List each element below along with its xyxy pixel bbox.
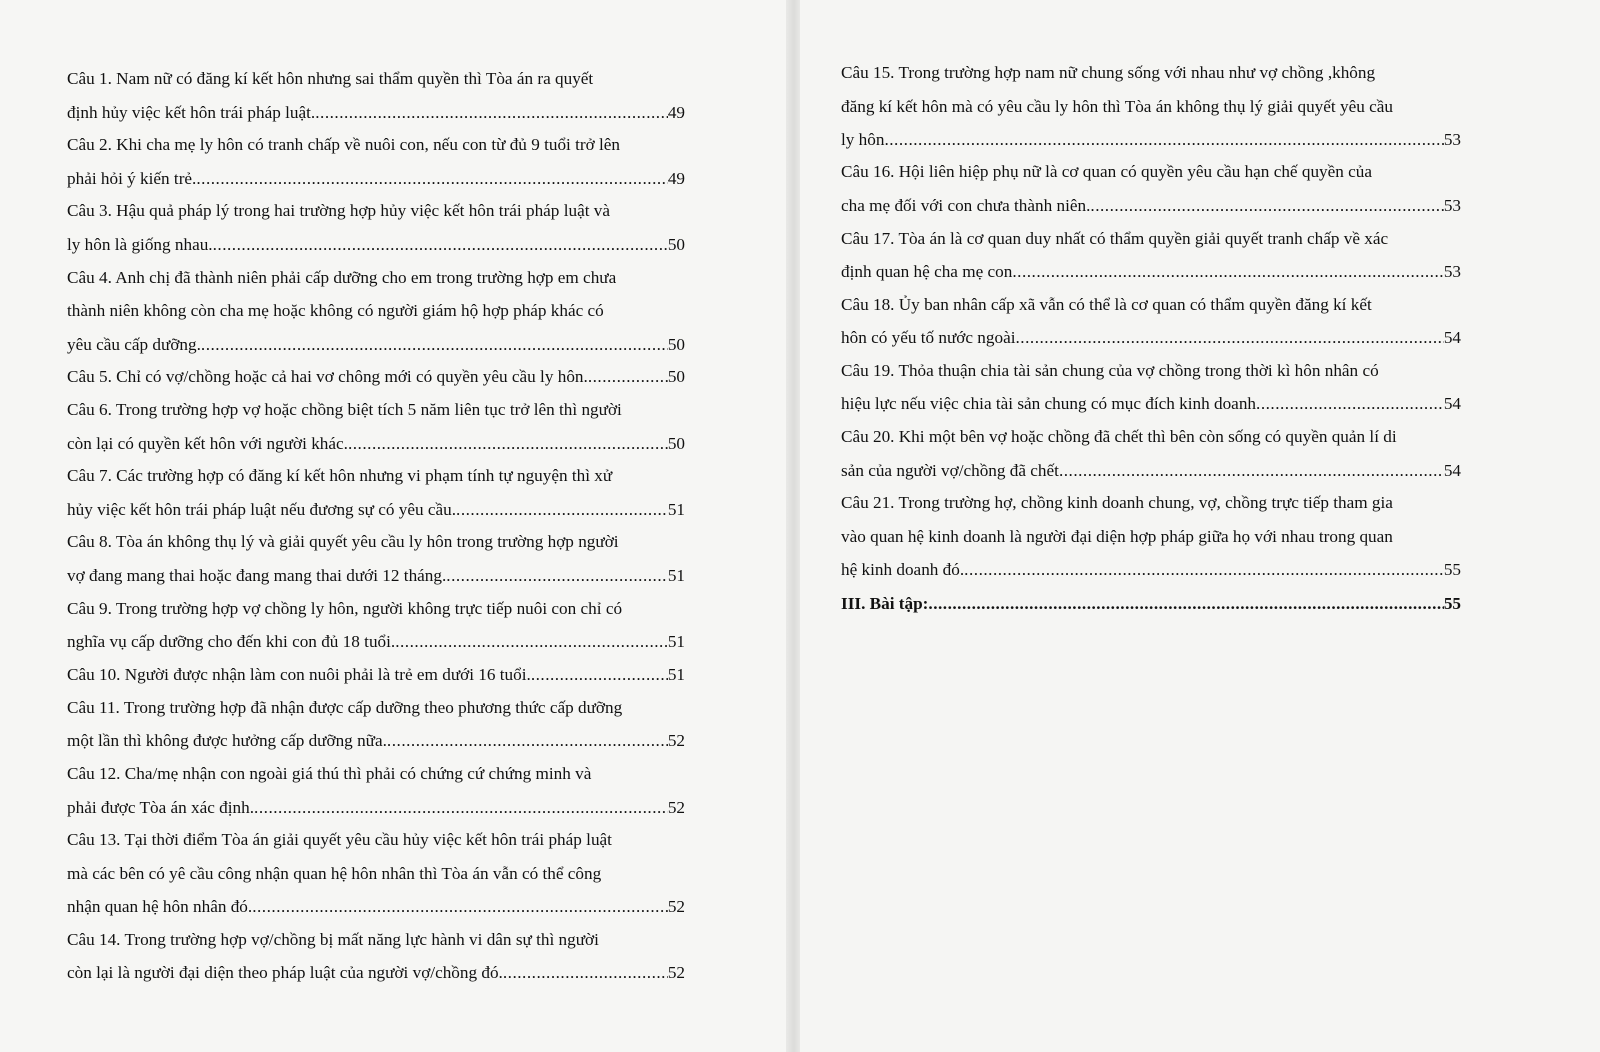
toc-entry-text: Câu 14. Trong trường hợp vợ/chồng bị mất năng lực hành vi dân sự thì người: [67, 929, 599, 949]
toc-page-number: 49: [667, 168, 685, 188]
toc-leader-dots: [254, 791, 668, 825]
toc-entry-text: định quan hệ cha mẹ con: [841, 262, 1013, 282]
toc-page-number: 52: [667, 963, 685, 983]
toc-entry-text: Câu 10. Người được nhận làm con nuôi phải là trẻ em dưới 16 tuổi.: [67, 664, 531, 684]
toc-entry: [67, 128, 685, 195]
toc-leader-dots: [964, 553, 1444, 587]
toc-entry-text: vợ đang mang thai hoặc đang mang thai dưới 12 tháng.: [67, 565, 447, 585]
toc-leader-dots: [503, 956, 668, 990]
toc-entry-text: Câu 19. Thỏa thuận chia tài sản chung của vợ chồng trong thời kì hôn nhân có: [841, 360, 1379, 380]
toc-entry-text: phải được Tòa án xác định.: [67, 797, 255, 817]
toc-entry: [841, 288, 1461, 355]
toc-page-number: 49: [667, 102, 685, 122]
toc-entry-text: sản của người vợ/chồng đã chết: [841, 460, 1059, 480]
toc-entry-text: Câu 15. Trong trường hợp nam nữ chung sống với nhau như vợ chồng ,không: [841, 63, 1376, 82]
toc-leader-dots: [315, 96, 668, 130]
right-page: [800, 0, 1600, 1052]
toc-leader-dots: [588, 360, 668, 394]
toc-page-number: 52: [667, 731, 685, 751]
toc-entry-text: còn lại có quyền kết hôn với người khác.: [67, 433, 348, 453]
toc-entry: [67, 525, 685, 592]
toc-entry-text: ly hôn: [841, 130, 885, 150]
toc-entry-text: phải hỏi ý kiến trẻ.: [67, 168, 197, 188]
toc-entry: [67, 658, 685, 692]
toc-page-number: 51: [667, 499, 685, 519]
toc-page-number: 51: [667, 664, 685, 684]
toc-leader-dots: [348, 427, 668, 461]
toc-entry-text: cha mẹ đối với con chưa thành niên.: [841, 195, 1091, 215]
toc-leader-dots: [884, 123, 1443, 157]
toc-page-number: 50: [667, 366, 685, 386]
toc-entry-text: Câu 2. Khi cha mẹ ly hôn có tranh chấp về nuôi con, nếu con từ đủ 9 tuổi trở lên: [67, 135, 620, 155]
toc-entry-text: Câu 1. Nam nữ có đăng kí kết hôn nhưng sai thẩm quyền thì Tòa án ra quyết: [67, 69, 594, 88]
toc-entry-text: Câu 18. Ủy ban nhân cấp xã vẫn có thể là cơ quan có thẩm quyền đăng kí kết: [841, 294, 1372, 314]
toc-entry-text: Câu 9. Trong trường hợp vợ chồng ly hôn, người không trực tiếp nuôi con chỉ có: [67, 598, 623, 618]
section-heading: [841, 587, 1461, 621]
toc-leader-dots: [1012, 255, 1443, 289]
toc-page-number: 52: [667, 897, 685, 917]
toc-page-number: 54: [1443, 328, 1461, 348]
toc-entry-text: vào quan hệ kinh doanh là người đại diện hợp pháp giữa họ với nhau trong quan: [841, 526, 1393, 546]
toc-page-number: 55: [1443, 560, 1461, 580]
toc-entry-text: Câu 20. Khi một bên vợ hoặc chồng đã chết thì bên còn sống có quyền quản lí di: [841, 427, 1397, 447]
toc-entry-text: Câu 4. Anh chị đã thành niên phải cấp dưỡng cho em trong trường hợp em chưa: [67, 267, 617, 287]
toc-entry: [841, 420, 1461, 487]
toc-page-number: 54: [1443, 460, 1461, 480]
toc-entry-text: còn lại là người đại diện theo pháp luật của người vợ/chồng đó.: [67, 963, 503, 983]
toc-entry-text: thành niên không còn cha mẹ hoặc không có người giám hộ hợp pháp khác có: [67, 301, 604, 321]
toc-entry-text: Câu 16. Hội liên hiệp phụ nữ là cơ quan có quyền yêu cầu hạn chế quyền của: [841, 162, 1372, 182]
toc-entry-text: hiệu lực nếu việc chia tài sản chung có mục đích kinh doanh: [841, 394, 1257, 414]
left-page: [0, 0, 790, 1052]
toc-entry: [67, 62, 685, 129]
toc-entry-text: hệ kinh doanh đó.: [841, 560, 965, 580]
toc-entry: [67, 393, 685, 460]
toc-leader-dots: [201, 328, 668, 362]
toc-leader-dots: [446, 559, 668, 593]
toc-leader-dots: [1016, 321, 1444, 355]
toc-entry: [841, 56, 1461, 157]
toc-entry-text: đăng kí kết hôn mà có yêu cầu ly hôn thì Tòa án không thụ lý giải quyết yêu cầu: [841, 96, 1393, 116]
toc-entry-text: Câu 8. Tòa án không thụ lý và giải quyết yêu cầu ly hôn trong trường hợp người: [67, 532, 619, 552]
toc-page-number: 51: [667, 565, 685, 585]
toc-entry: [841, 155, 1461, 222]
toc-entry-text: Câu 11. Trong trường hợp đã nhận được cấp dưỡng theo phương thức cấp dưỡng: [67, 697, 623, 717]
toc-page-number: 53: [1443, 262, 1461, 282]
toc-entry-text: Câu 3. Hậu quả pháp lý trong hai trường hợp hủy việc kết hôn trái pháp luật và: [67, 201, 610, 221]
toc-leader-dots: [531, 658, 668, 692]
toc-entry-text: Câu 7. Các trường hợp có đăng kí kết hôn nhưng vi phạm tính tự nguyện thì xử: [67, 466, 613, 486]
toc-entry: [67, 691, 685, 758]
toc-page-number: 53: [1443, 130, 1461, 150]
toc-page-number: 50: [667, 234, 685, 254]
toc-entry-text: ly hôn là giống nhau.: [67, 234, 213, 254]
toc-leader-dots: [1256, 387, 1444, 421]
toc-leader-dots: [196, 162, 667, 196]
toc-page-number: 52: [667, 797, 685, 817]
toc-entry: [67, 923, 685, 990]
toc-entry-text: Câu 21. Trong trường hợ, chồng kinh doanh chung, vợ, chồng trực tiếp tham gia: [841, 493, 1393, 513]
toc-leader-dots: [387, 724, 668, 758]
toc-page-number: 53: [1443, 195, 1461, 215]
toc-entry-text: một lần thì không được hưởng cấp dưỡng nữa.: [67, 731, 387, 751]
toc-entry: [841, 486, 1461, 587]
toc-page-number: 50: [667, 433, 685, 453]
toc-entry-text: định hủy việc kết hôn trái pháp luật.: [67, 102, 316, 122]
toc-entry-text: Câu 5. Chỉ có vợ/chồng hoặc cả hai vơ chông mới có quyền yêu cầu ly hôn.: [67, 366, 588, 386]
toc-entry: [841, 354, 1461, 421]
toc-entry-text: Câu 12. Cha/mẹ nhận con ngoài giá thú thì phải có chứng cứ chứng minh và: [67, 764, 592, 784]
toc-entry-text: Câu 13. Tại thời điểm Tòa án giải quyết yêu cầu hủy việc kết hôn trái pháp luật: [67, 830, 612, 850]
toc-leader-dots: [1090, 189, 1443, 223]
toc-leader-dots: [252, 890, 668, 924]
toc-entry-text: yêu cầu cấp dưỡng.: [67, 334, 201, 354]
toc-entry: [841, 222, 1461, 289]
toc-leader-dots: [213, 228, 668, 262]
toc-entry: [67, 823, 685, 924]
toc-leader-dots: [928, 587, 1443, 621]
toc-entry: [67, 459, 685, 526]
toc-entry-text: hủy việc kết hôn trái pháp luật nếu đương sự có yêu cầu.: [67, 499, 457, 519]
toc-entry: [67, 194, 685, 261]
toc-leader-dots: [395, 625, 668, 659]
toc-entry-text: nhận quan hệ hôn nhân đó.: [67, 897, 253, 917]
toc-entry: [67, 360, 685, 394]
toc-entry-text: hôn có yếu tố nước ngoài: [841, 328, 1016, 348]
toc-entry-text: nghĩa vụ cấp dưỡng cho đến khi con đủ 18 tuổi.: [67, 632, 396, 652]
toc-leader-dots: [456, 493, 668, 527]
toc-entry-text: Câu 6. Trong trường hợp vợ hoặc chồng biệt tích 5 năm liên tục trở lên thì người: [67, 400, 622, 419]
toc-page-number: 51: [667, 632, 685, 652]
toc-entry: [67, 592, 685, 659]
toc-page-number: 50: [667, 334, 685, 354]
section-heading-text: III. Bài tập:: [841, 593, 929, 613]
toc-entry: [67, 261, 685, 362]
toc-entry-text: mà các bên có yê cầu công nhận quan hệ hôn nhân thì Tòa án vẫn có thể công: [67, 863, 602, 883]
toc-page-number: 54: [1443, 394, 1461, 414]
toc-leader-dots: [1059, 454, 1444, 488]
toc-entry-text: Câu 17. Tòa án là cơ quan duy nhất có thẩm quyền giải quyết tranh chấp về xác: [841, 228, 1389, 248]
toc-entry: [67, 757, 685, 824]
toc-page-number: 55: [1443, 593, 1461, 613]
